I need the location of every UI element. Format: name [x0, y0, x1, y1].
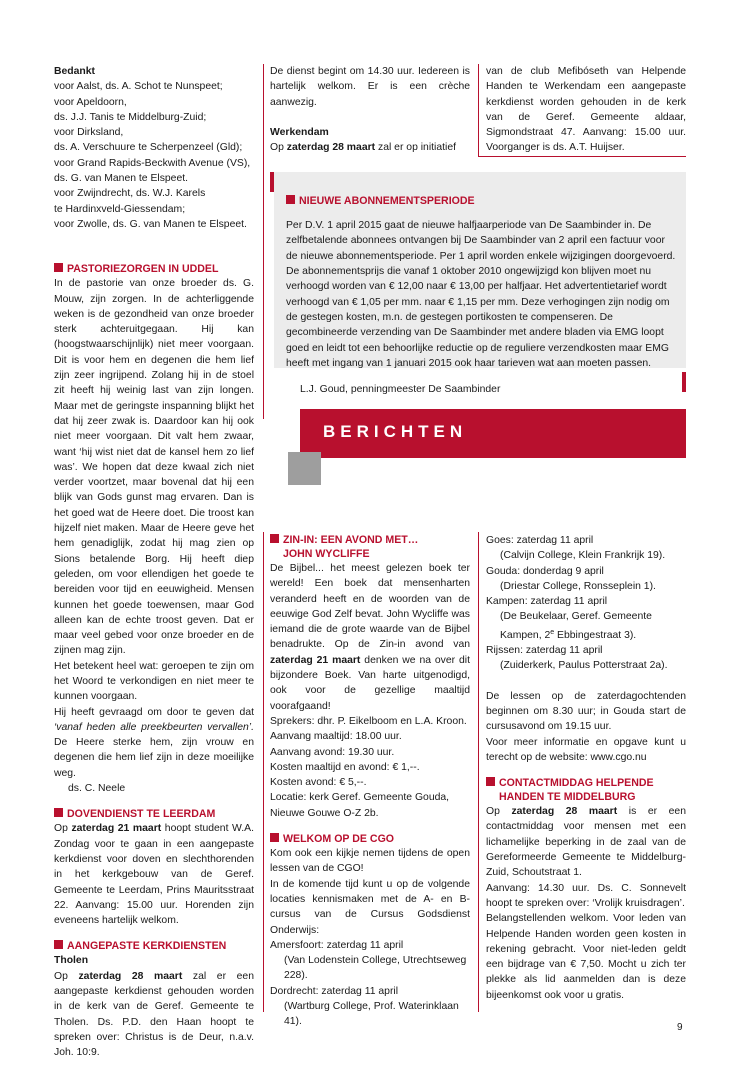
contact-body-2: Aanvang: 14.30 uur. Ds. C. Sonnevelt hoopt te spreken over: ‘Vrolijk kruisdragen’. — [486, 882, 686, 909]
tholen-body: Op zaterdag 28 maart zal er een aangepaste kerkdienst gehouden worden in de kerk van de Geref. Gemeente te Tholen. Ds. P.D. den Haan hoopt te spreken over: Christus is de Deur, n.a.v. Joh. 10:9. — [54, 970, 254, 1059]
column-3-top — [486, 64, 686, 156]
zinin-line: Aanvang avond: 19.30 uur. — [270, 746, 395, 758]
square-bullet-icon — [54, 263, 63, 272]
zinin-line: Kosten avond: € 5,--. — [270, 777, 367, 789]
bedankt-title: Bedankt — [54, 66, 95, 77]
aangepast-heading: AANGEPASTE KERKDIENSTEN — [54, 939, 254, 953]
cgo-location: Goes: zaterdag 11 april — [486, 535, 594, 546]
zinin-heading-2: JOHN WYCLIFFE — [283, 548, 370, 560]
cgo-body-1: Kom ook een kijkje nemen tijdens de open lessen van de CGO! — [270, 848, 470, 875]
cgo-body-2: In de komende tijd kunt u op de volgende locaties kennismaken met de A- en B-cursus van de Cursus Godsdienst Onderwijs: — [270, 878, 470, 936]
square-bullet-icon — [270, 534, 279, 543]
contact-body: Op zaterdag 28 maart is er een contactmiddag voor mensen met een lichamelijke beperking in de zaal van de Gereformeerde Gemeente te Middelburg-Zuid, Schoutstraat 1. — [486, 806, 686, 879]
zinin-body: De Bijbel... het meest gelezen boek ter wereld! Een boek dat mensenharten veranderd heeft en de woorden van de eeuwige God Zelf bevat. John Wycliffe was iemand die de grote waarde van de Bijbel benadrukte. Op de Zin-in avond van zaterdag 21 maart denken we na over dit bijzondere Boek. Van harte uitgenodigd, ook voor de gezellige maaltijd voorafgaand! — [270, 563, 470, 712]
bedankt-line: ds. A. Verschuure te Scherpenzeel (Gld); — [54, 142, 243, 154]
cgo-location: Rijssen: zaterdag 11 april — [486, 645, 603, 657]
uddel-body-2: Het betekent heel wat: geroepen te zijn om het Woord te verkondigen en niet meer te kunnen voorgaan. — [54, 660, 254, 703]
column-1 — [54, 64, 254, 1061]
abonnement-heading: NIEUWE ABONNEMENTSPERIODE — [286, 194, 676, 208]
cgo-location: Kampen: zaterdag 11 april — [486, 596, 608, 608]
contact-body-3: Belangstellenden welkom. Voor leden van Helpende Handen worden geen kosten in rekening gebracht. Voor niet-leden geldt een bijdrage van € 7,50. Mocht u zich ter plekke als lid aanmelden dan is deze bijeenkomst ook voor u gratis. — [486, 913, 686, 1001]
bedankt-line: voor Dirksland, — [54, 127, 124, 139]
square-bullet-icon — [286, 195, 295, 204]
tholen-subheading: Tholen — [54, 955, 89, 967]
bedankt-line: voor Aalst, ds. A. Schot te Nunspeet; — [54, 81, 223, 93]
bedankt-line: voor Zwijndrecht, ds. W.J. Karels — [54, 188, 206, 200]
contact-heading-2: HANDEN TE MIDDELBURG — [499, 791, 636, 804]
uddel-heading: PASTORIEZORGEN IN UDDEL — [54, 262, 254, 276]
zinin-line: Locatie: kerk Geref. Gemeente Gouda, — [270, 792, 450, 804]
square-bullet-icon — [54, 940, 63, 949]
bedankt-line: voor Zwolle, ds. G. van Manen te Elspeet. — [54, 218, 247, 230]
section-banner-label: BERICHTEN — [323, 422, 468, 441]
square-bullet-icon — [54, 808, 63, 817]
leerdam-body: Op zaterdag 21 maart hoopt student W.A. Zondag voor te gaan in een aangepaste kerkdienst voor doven en slechthorenden in het kerkgebouw van de Geref. Gemeente te Leerdam, Prins Mauritsstraat 22. Aanvang: 15.00 uur. Horenden zijn eveneens hartelijk welkom. — [54, 823, 254, 927]
column-divider-2 — [478, 64, 479, 156]
column-divider-3 — [478, 532, 479, 1012]
abonnement-text — [286, 183, 676, 407]
cgo-end-1: De lessen op de zaterdagochtenden beginnen om 8.30 uur; in Gouda start de cursusavond om 19.15 uur. — [486, 690, 686, 733]
bedankt-line: ds. J.J. Tanis te Middelburg-Zuid; — [54, 111, 207, 123]
werkendam-body: Op zaterdag 28 maart zal er op initiatief — [270, 142, 456, 154]
zinin-line: Aanvang maaltijd: 18.00 uur. — [270, 731, 402, 743]
cgo-location-detail: (Calvijn College, Klein Frankrijk 19). — [500, 550, 666, 562]
zinin-line: Sprekers: dhr. P. Eikelboom en L.A. Kroon. — [270, 715, 467, 727]
column-2-top — [270, 64, 470, 155]
abonnement-accent-bar — [682, 372, 686, 392]
bedankt-line: te Hardinxveld-Giessendam; — [54, 203, 186, 215]
cgo-location: Gouda: donderdag 9 april — [486, 565, 604, 577]
uddel-signature: ds. C. Neele — [68, 783, 126, 795]
zinin-line: Kosten maaltijd en avond: € 1,--. — [270, 761, 420, 773]
column-3 — [486, 533, 686, 1003]
square-bullet-icon — [486, 777, 495, 786]
uddel-body: In de pastorie van onze broeder ds. G. Mouw, zijn zorgen. In de achterliggende weken is de gezondheid van onze broeder sterk achteruitgegaan. Hij kan (hoogstwaarschijnlijk) niet meer voorgaan. Dit is voor hem en degenen die hem lief zijn zeer ingrijpend. Zolang hij in de stoel zit heeft hij weinig last van zijn longen. Maar met de geringste inspanning blijkt het dat hij zeer zwak is. Daardoor kan hij ook niet meer voorgaan. Dit valt hem zwaar, want ‘hij wist niet dat de kansel hem zo lief was’. We hopen dat deze kwaal zich niet verder voortzet, maar bovenal dat hij een blijk van Gods gunst mag ervaren. Dan is het goed wat de Heere doet. Die troost kan hijzelf niet maken. Maar de Heere geve het hem genadiglijk, zodat hij mag zien op Sions betalende Borg. Hij heeft diep geleden, om voor ellendigen het goede te bereiden voor tijd en eeuwigheid. Mensen kunnen het goede toewensen, maar God alleen kan de echte troost geven. Dat er maar veel gebed voor onze broeder en de zijnen mag zijn. — [54, 278, 254, 657]
abonnement-signature: L.J. Goud, penningmeester De Saambinder — [300, 383, 501, 395]
werkendam-subheading: Werkendam — [270, 126, 329, 138]
bedankt-line: ds. G. van Manen te Elspeet. — [54, 173, 188, 185]
cgo-location-detail: (Zuiderkerk, Paulus Potterstraat 2a). — [500, 660, 668, 672]
cgo-heading: WELKOM OP DE CGO — [270, 832, 470, 846]
cgo-location: Amersfoort: zaterdag 11 april — [270, 939, 404, 951]
banner-gray-square — [288, 452, 321, 485]
uddel-body-3: Hij heeft gevraagd om door te geven dat ‘vanaf heden alle preekbeurten vervallen’. De Heere sterke hem, zijn vrouw en degenen die hem lief zijn in deze moeilijke weg. — [54, 706, 254, 779]
page-number: 9 — [677, 1022, 683, 1033]
top-rule-right — [478, 156, 686, 157]
leerdam-heading: DOVENDIENST TE LEERDAM — [54, 807, 254, 821]
zinin-line: Nieuwe Gouwe O-Z 2b. — [270, 807, 379, 819]
square-bullet-icon — [270, 833, 279, 842]
bedankt-line: voor Grand Rapids-Beckwith Avenue (VS), — [54, 157, 251, 169]
cgo-location: Dordrecht: zaterdag 11 april — [270, 985, 399, 997]
bedankt-line: voor Apeldoorn, — [54, 96, 127, 108]
werkendam-continued: van de club Mefibóseth van Helpende Handen te Werkendam een aangepaste kerkdienst worden gehouden in de kerk van de Geref. Gemeente aldaar, Sigmondstraat 47. Aanvang: 15.00 uur. Voorganger is ds. A.T. Huijser. — [486, 66, 686, 154]
abonnement-body: Per D.V. 1 april 2015 gaat de nieuwe halfjaarperiode van De Saambinder in. De zelfbetalende abonnees ontvangen bij De Saambinder van 2 april een factuur voor de nieuwe abonnementsperiode. Per 1 april worden enkele wijzigingen doorgevoerd. De abonnementsprijs die vanaf 1 oktober 2010 ongewijzigd kon blijven moet nu verhoogd worden van € 12,00 naar € 13,00 per halfjaar. Het advertentietarief wordt verhoogd van € 1,05 per mm. naar € 1,15 per mm. Deze verhogingen zijn nodig om de gestegen kosten, m.n. de gestegen portikosten te compenseren. De gecombineerde verzending van De Saambinder met andere bladen via EMG loopt goed en leidt tot een behoorlijke reductie op de reguliere verzendkosten maar EMG heeft met ingang van 1 januari 2015 ook haar tarieven wat aan moeten passen. — [286, 220, 676, 369]
tholen-continued: De dienst begint om 14.30 uur. Iedereen is hartelijk welkom. Er is een crèche aanwezig. — [270, 66, 470, 108]
cgo-location-detail: (De Beukelaar, Geref. Gemeente Kampen, 2e Ebbingestraat 3). — [500, 611, 652, 641]
column-2 — [270, 533, 470, 1030]
cgo-location-detail: (Van Lodenstein College, Utrechtseweg 228). — [284, 955, 467, 982]
section-banner — [300, 409, 686, 458]
contact-heading: CONTACTMIDDAG HELPENDE — [486, 776, 686, 790]
abonnement-accent-bar — [270, 172, 274, 192]
abonnement-box — [274, 172, 686, 395]
cgo-end-2: Voor meer informatie en opgave kunt u terecht op de website: www.cgo.nu — [486, 736, 686, 763]
column-divider-4 — [263, 532, 264, 1012]
zinin-heading: ZIN-IN: EEN AVOND MET… — [270, 533, 470, 547]
cgo-location-detail: (Driestar College, Ronsseplein 1). — [500, 580, 656, 592]
column-divider-1 — [263, 64, 264, 419]
cgo-location-detail: (Wartburg College, Prof. Waterinklaan 41). — [284, 1001, 459, 1028]
